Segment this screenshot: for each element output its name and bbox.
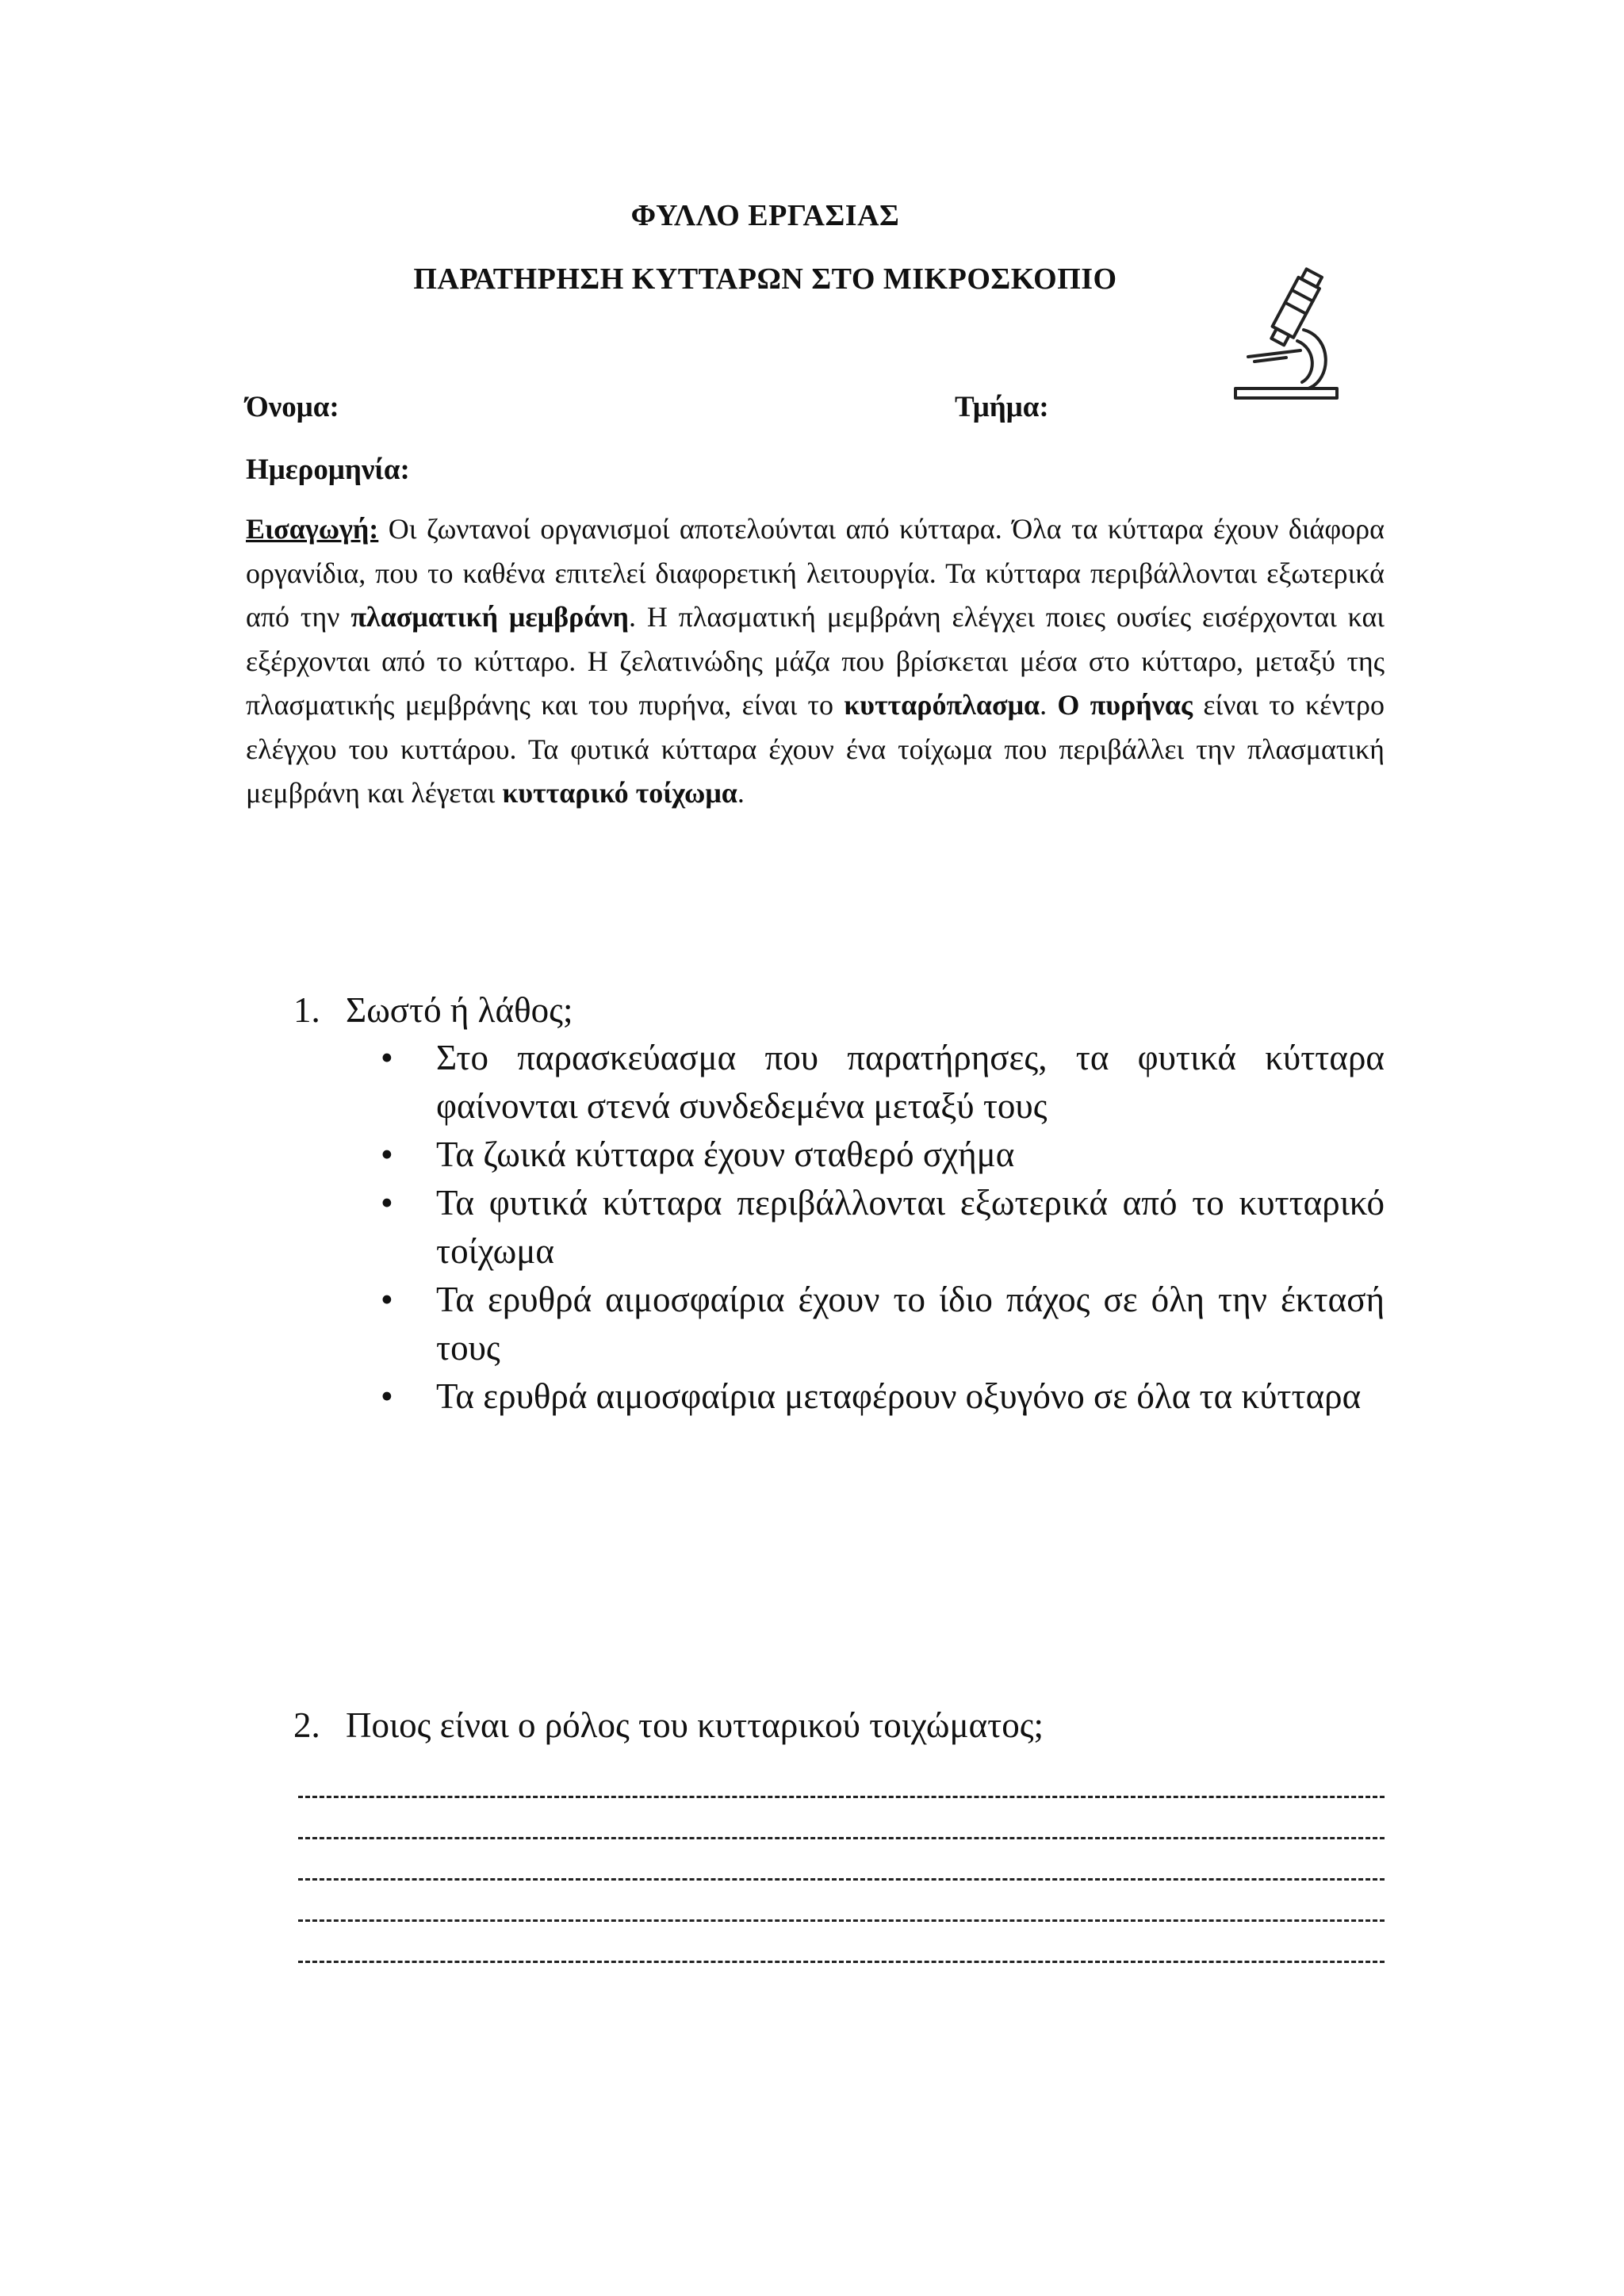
- question-2-number: 2.: [293, 1705, 320, 1745]
- term-plasma-membrane: πλασματική μεμβράνη: [350, 601, 629, 633]
- question-2-text: Ποιος είναι ο ρόλος του κυτταρικού τοιχώματος;: [346, 1705, 1044, 1745]
- intro-text-3: .: [1040, 689, 1058, 721]
- name-field-label: Όνομα:: [246, 391, 339, 423]
- term-cell-wall: κυτταρικό τοίχωμα: [502, 777, 737, 809]
- answer-line: [298, 1837, 1385, 1839]
- intro-text-5: .: [737, 777, 745, 809]
- department-field-label: Τμήμα:: [955, 391, 1049, 423]
- question-2: [293, 1701, 1044, 1749]
- statement-item: • Στο παρασκεύασμα που παρατήρησες, τα φυτικά κύτταρα φαίνονται στενά συνδεδεμένα μεταξύ τους: [381, 1034, 1385, 1131]
- intro-text-1: Οι ζωντανοί οργανισμοί αποτελούνται από κύτταρα. Όλα τα κύτταρα έχουν διάφορα οργανίδια, που το καθένα επιτελεί διαφορετική λειτουργία. Τα κύτταρα περιβάλλονται εξωτερικά από την: [246, 513, 1385, 633]
- intro-text-2: . Η πλασματική μεμβράνη ελέγχει ποιες ουσίες εισέρχονται και εξέρχονται από το κύτταρο. Η ζελατινώδης μάζα που βρίσκεται μέσα στο κύτταρο, μεταξύ της πλασματικής μεμβράνης και του πυρήνα, είναι το: [246, 601, 1385, 721]
- term-cytoplasm: κυτταρόπλασμα: [844, 689, 1040, 721]
- term-nucleus: Ο πυρήνας: [1057, 689, 1193, 721]
- statement-item: • Τα φυτικά κύτταρα περιβάλλονται εξωτερικά από το κυτταρικό τοίχωμα: [381, 1179, 1385, 1276]
- introduction-paragraph: [246, 507, 1385, 816]
- date-field-label: Ημερομηνία:: [246, 453, 410, 486]
- microscope-icon: [1231, 262, 1342, 404]
- introduction-heading: Εισαγωγή:: [246, 513, 379, 545]
- statement-item: • Τα ερυθρά αιμοσφαίρια μεταφέρουν οξυγόνο σε όλα τα κύτταρα: [381, 1372, 1385, 1421]
- question-1-text: Σωστό ή λάθος;: [346, 990, 573, 1030]
- microscope-objective: [1271, 328, 1289, 345]
- page-subtitle: ΠΑΡΑΤΗΡΗΣΗ ΚΥΤΤΑΡΩΝ ΣΤΟ ΜΙΚΡΟΣΚΟΠΙΟ: [413, 262, 1117, 296]
- intro-text-4: είναι το κέντρο ελέγχου του κυττάρου. Τα φυτικά κύτταρα έχουν ένα τοίχωμα που περιβάλλει την πλασματική μεμβράνη και λέγεται: [246, 689, 1385, 809]
- microscope-stage: [1248, 350, 1300, 357]
- question-1-number: 1.: [293, 990, 320, 1030]
- microscope-base: [1235, 388, 1337, 398]
- page-title: ΦΥΛΛΟ ΕΡΓΑΣΙΑΣ: [630, 199, 900, 232]
- answer-line: [298, 1878, 1385, 1881]
- statement-item: • Τα ερυθρά αιμοσφαίρια έχουν το ίδιο πάχος σε όλη την έκτασή τους: [381, 1276, 1385, 1372]
- answer-line: [298, 1961, 1385, 1963]
- statement-item: • Τα ζωικά κύτταρα έχουν σταθερό σχήμα: [381, 1131, 1385, 1179]
- answer-line: [298, 1796, 1385, 1798]
- true-false-list: [381, 1034, 1385, 1421]
- question-1: [293, 986, 573, 1034]
- answer-line: [298, 1919, 1385, 1922]
